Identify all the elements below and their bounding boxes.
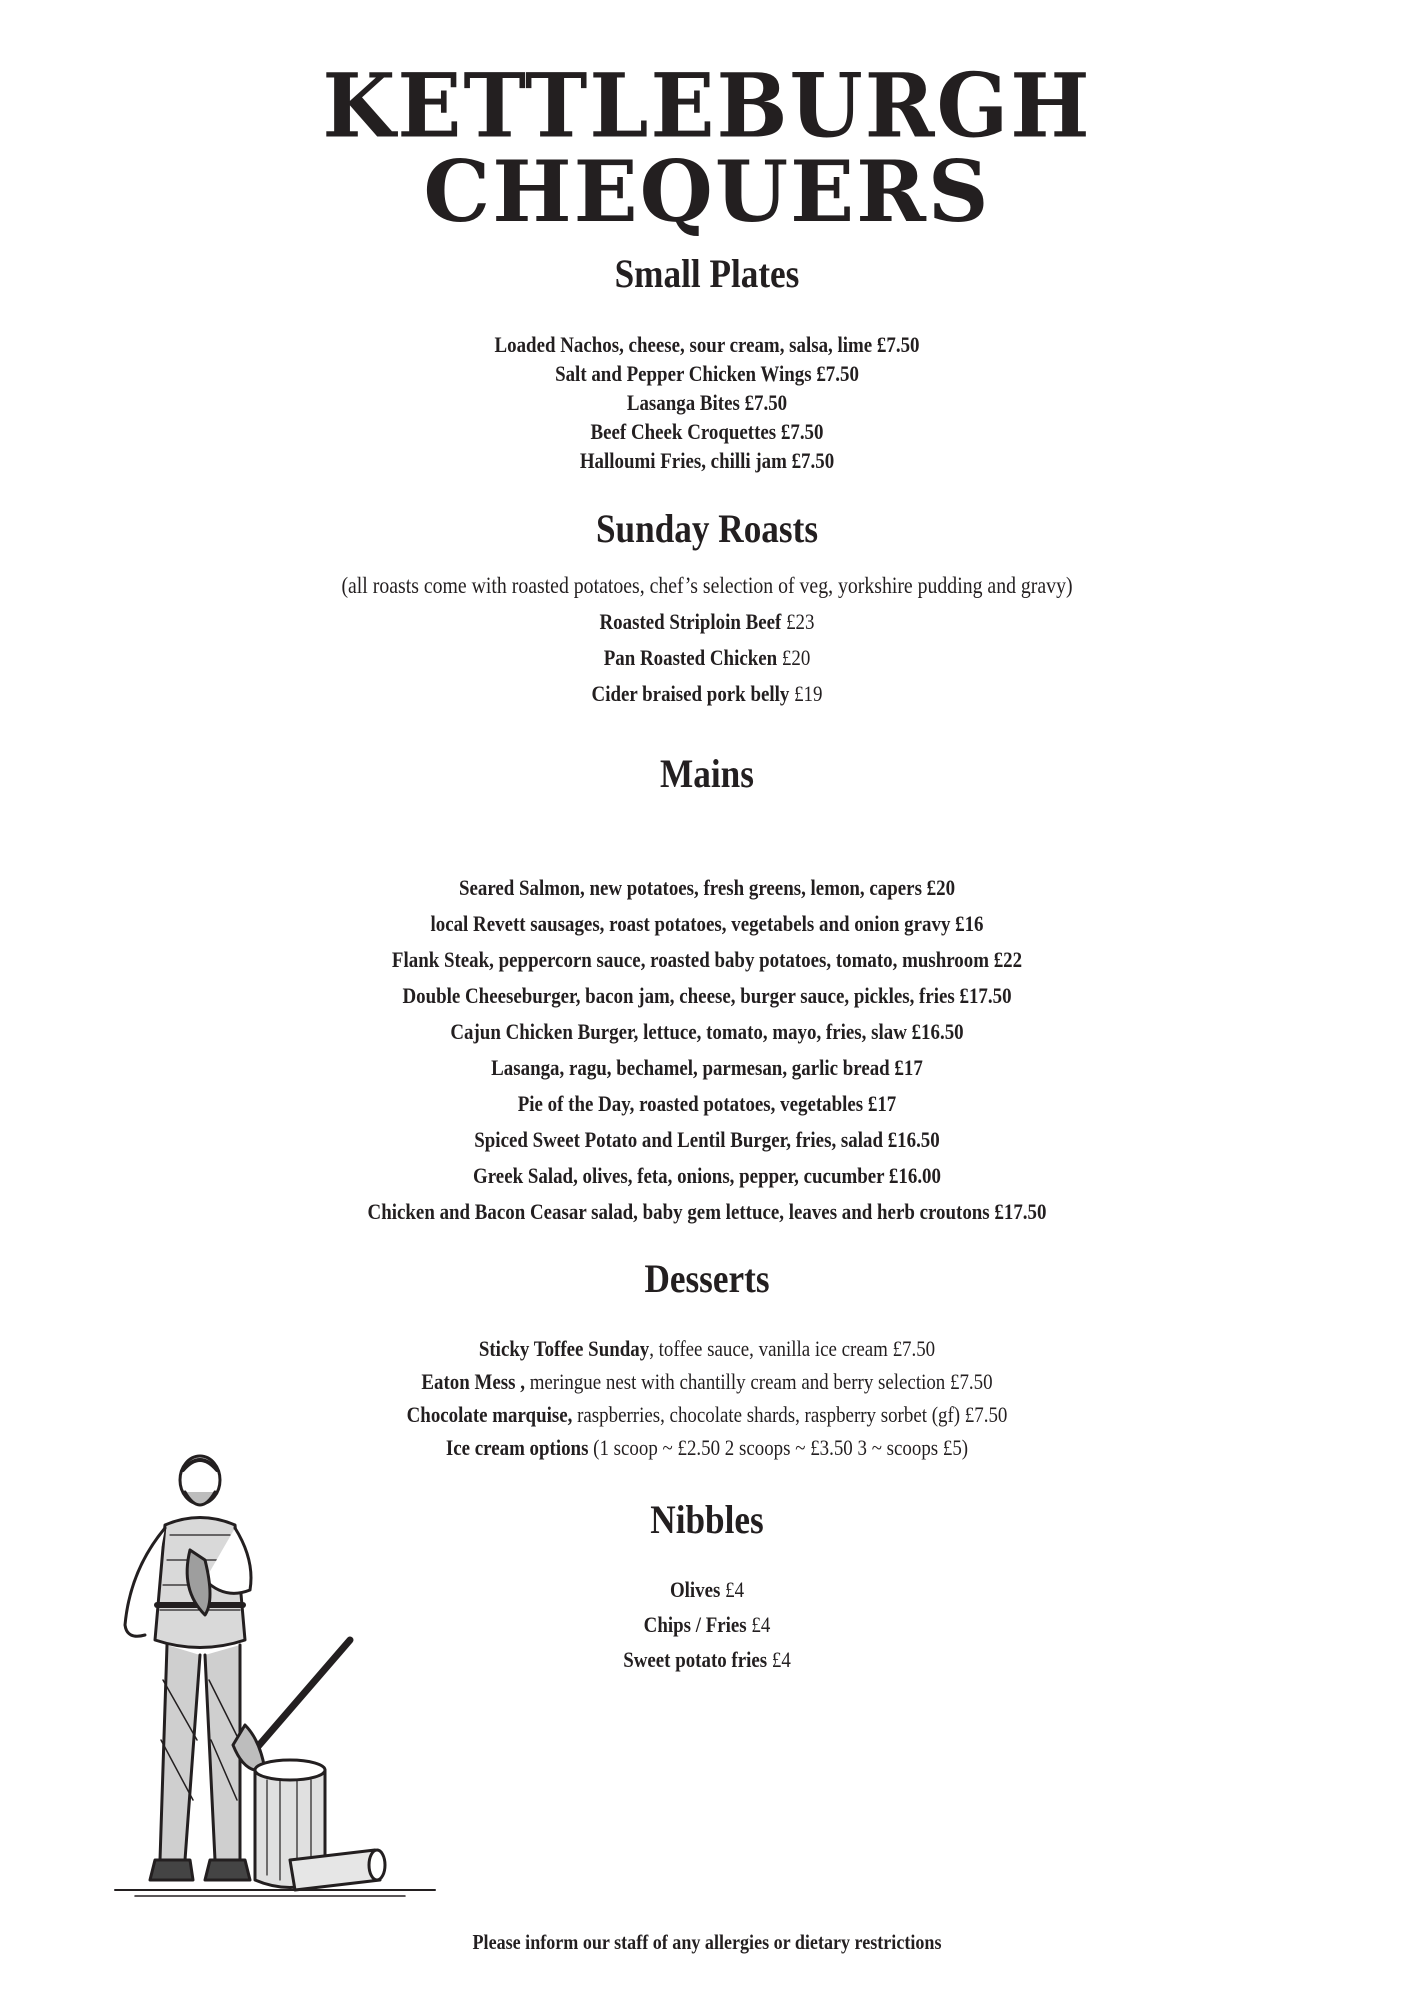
item-name: Pan Roasted Chicken bbox=[603, 645, 778, 670]
item-price: £4 bbox=[767, 1647, 791, 1672]
list-item: Salt and Pepper Chicken Wings £7.50 bbox=[555, 361, 859, 386]
item-name: Olives bbox=[669, 1577, 721, 1602]
list-item: Lasanga, ragu, bechamel, parmesan, garlic bread £17 bbox=[491, 1055, 923, 1080]
desserts-title: Desserts bbox=[644, 1256, 770, 1301]
list-item bbox=[99, 640, 1315, 676]
item-name: Chocolate marquise, bbox=[406, 1402, 573, 1427]
list-item bbox=[99, 676, 1315, 712]
list-item: Double Cheeseburger, bacon jam, cheese, burger sauce, pickles, fries £17.50 bbox=[402, 983, 1012, 1008]
item-desc: (1 scoop ~ £2.50 2 scoops ~ £3.50 3 ~ scoops £5) bbox=[588, 1435, 969, 1460]
small-plates-list bbox=[0, 330, 1414, 475]
item-name: Eaton Mess , bbox=[421, 1369, 525, 1394]
list-item: Lasanga Bites £7.50 bbox=[626, 390, 788, 415]
list-item bbox=[99, 1398, 1315, 1431]
sunday-roasts-title: Sunday Roasts bbox=[595, 506, 819, 551]
list-item bbox=[99, 1365, 1315, 1398]
roasts-note: (all roasts come with roasted potatoes, chef’s selection of veg, yorkshire pudding and gravy) bbox=[341, 573, 1073, 598]
item-price: £23 bbox=[786, 609, 815, 634]
item-name: Sticky Toffee Sunday bbox=[478, 1336, 650, 1361]
item-name: Cider braised pork belly bbox=[591, 681, 790, 706]
brand-logo bbox=[0, 53, 1414, 241]
list-item: Chicken and Bacon Ceasar salad, baby gem lettuce, leaves and herb croutons £17.50 bbox=[367, 1199, 1047, 1224]
item-desc: meringue nest with chantilly cream and berry selection £7.50 bbox=[524, 1369, 993, 1394]
item-price: £20 bbox=[781, 645, 811, 670]
mains-list bbox=[0, 870, 1414, 1230]
item-desc: raspberries, chocolate shards, raspberry sorbet (gf) £7.50 bbox=[572, 1402, 1008, 1427]
item-desc: , toffee sauce, vanilla ice cream £7.50 bbox=[649, 1336, 936, 1361]
brand-line-1: KETTLEBURGH bbox=[322, 53, 1092, 158]
list-item bbox=[99, 604, 1315, 640]
mains-title: Mains bbox=[660, 751, 754, 796]
list-item: Loaded Nachos, cheese, sour cream, salsa, lime £7.50 bbox=[494, 332, 920, 357]
list-item: Seared Salmon, new potatoes, fresh greens, lemon, capers £20 bbox=[458, 875, 956, 900]
item-price: £4 bbox=[746, 1612, 771, 1637]
list-item: Halloumi Fries, chilli jam £7.50 bbox=[579, 448, 835, 473]
item-name: Roasted Striploin Beef bbox=[599, 609, 782, 634]
sunday-roasts-list bbox=[0, 568, 1414, 712]
list-item: Flank Steak, peppercorn sauce, roasted baby potatoes, tomato, mushroom £22 bbox=[391, 947, 1023, 972]
list-item: Greek Salad, olives, feta, onions, pepper, cucumber £16.00 bbox=[473, 1163, 941, 1188]
item-name: Ice cream options bbox=[445, 1435, 589, 1460]
list-item: Pie of the Day, roasted potatoes, vegetables £17 bbox=[517, 1091, 897, 1116]
item-name: Sweet potato fries bbox=[623, 1647, 768, 1672]
allergy-notice: Please inform our staff of any allergies or dietary restrictions bbox=[472, 1930, 942, 1954]
viking-woodcutter-illustration bbox=[105, 1440, 455, 1910]
list-item bbox=[99, 1332, 1315, 1365]
list-item: Cajun Chicken Burger, lettuce, tomato, mayo, fries, slaw £16.50 bbox=[450, 1019, 964, 1044]
item-name: Chips / Fries bbox=[643, 1612, 747, 1637]
brand-line-2: CHEQUERS bbox=[423, 142, 991, 241]
small-plates-title: Small Plates bbox=[614, 251, 800, 296]
item-price: £19 bbox=[794, 681, 823, 706]
list-item: Beef Cheek Croquettes £7.50 bbox=[590, 419, 824, 444]
nibbles-title: Nibbles bbox=[650, 1497, 764, 1542]
list-item: Spiced Sweet Potato and Lentil Burger, fries, salad £16.50 bbox=[474, 1127, 940, 1152]
list-item: local Revett sausages, roast potatoes, vegetabels and onion gravy £16 bbox=[430, 911, 984, 936]
item-price: £4 bbox=[720, 1577, 745, 1602]
